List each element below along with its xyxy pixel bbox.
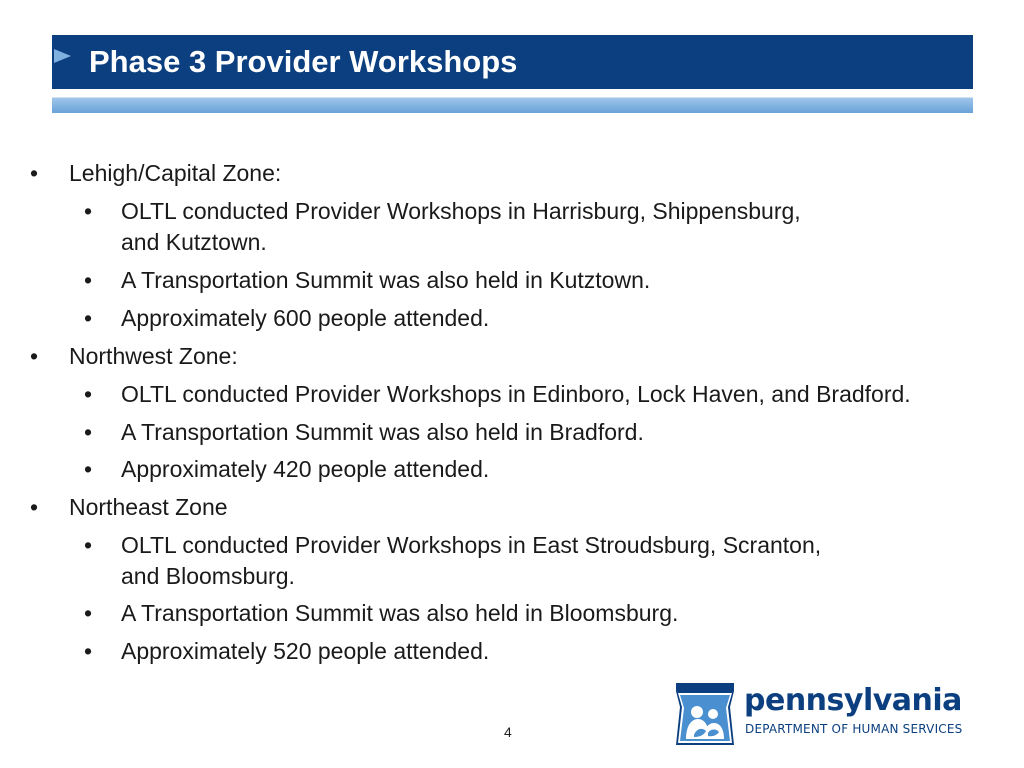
list-item: A Transportation Summit was also held in Bradford. — [121, 419, 644, 445]
bullet-icon: • — [84, 532, 93, 558]
bullet-icon: • — [84, 381, 93, 407]
list-item: OLTL conducted Provider Workshops in Edinboro, Lock Haven, and Bradford. — [121, 381, 911, 407]
bullet-icon: • — [30, 494, 39, 520]
list-item: Approximately 520 people attended. — [121, 638, 490, 664]
page-title: Phase 3 Provider Workshops — [89, 44, 518, 79]
section-heading: Northwest Zone: — [69, 343, 238, 369]
list-item: A Transportation Summit was also held in Kutztown. — [121, 267, 651, 293]
bullet-icon: • — [84, 419, 93, 445]
list-item: A Transportation Summit was also held in Bloomsburg. — [121, 600, 679, 626]
section-heading: Northeast Zone — [69, 494, 228, 520]
list-item: OLTL conducted Provider Workshops in East Stroudsburg, Scranton, — [121, 532, 822, 558]
bullet-icon: • — [84, 638, 93, 664]
bullet-icon: • — [30, 160, 39, 186]
bullet-icon: • — [84, 600, 93, 626]
list-item: OLTL conducted Provider Workshops in Harrisburg, Shippensburg, — [121, 198, 801, 224]
pennsylvania-dhs-logo — [672, 680, 982, 748]
bullet-icon: • — [84, 267, 93, 293]
list-item-continuation: and Kutztown. — [121, 229, 267, 255]
list-item-continuation: and Bloomsburg. — [121, 563, 295, 589]
bullet-icon: • — [84, 456, 93, 482]
bullet-icon: • — [84, 305, 93, 331]
list-item: Approximately 420 people attended. — [121, 456, 490, 482]
keystone-family-icon — [672, 681, 738, 747]
page-number: 4 — [504, 724, 512, 740]
list-item: Approximately 600 people attended. — [121, 305, 490, 331]
bullet-icon: • — [30, 343, 39, 369]
section-heading: Lehigh/Capital Zone: — [69, 160, 282, 186]
logo-wordmark: pennsylvania — [744, 683, 962, 718]
bullet-icon: • — [84, 198, 93, 224]
logo-subtitle: DEPARTMENT OF HUMAN SERVICES — [745, 722, 963, 736]
